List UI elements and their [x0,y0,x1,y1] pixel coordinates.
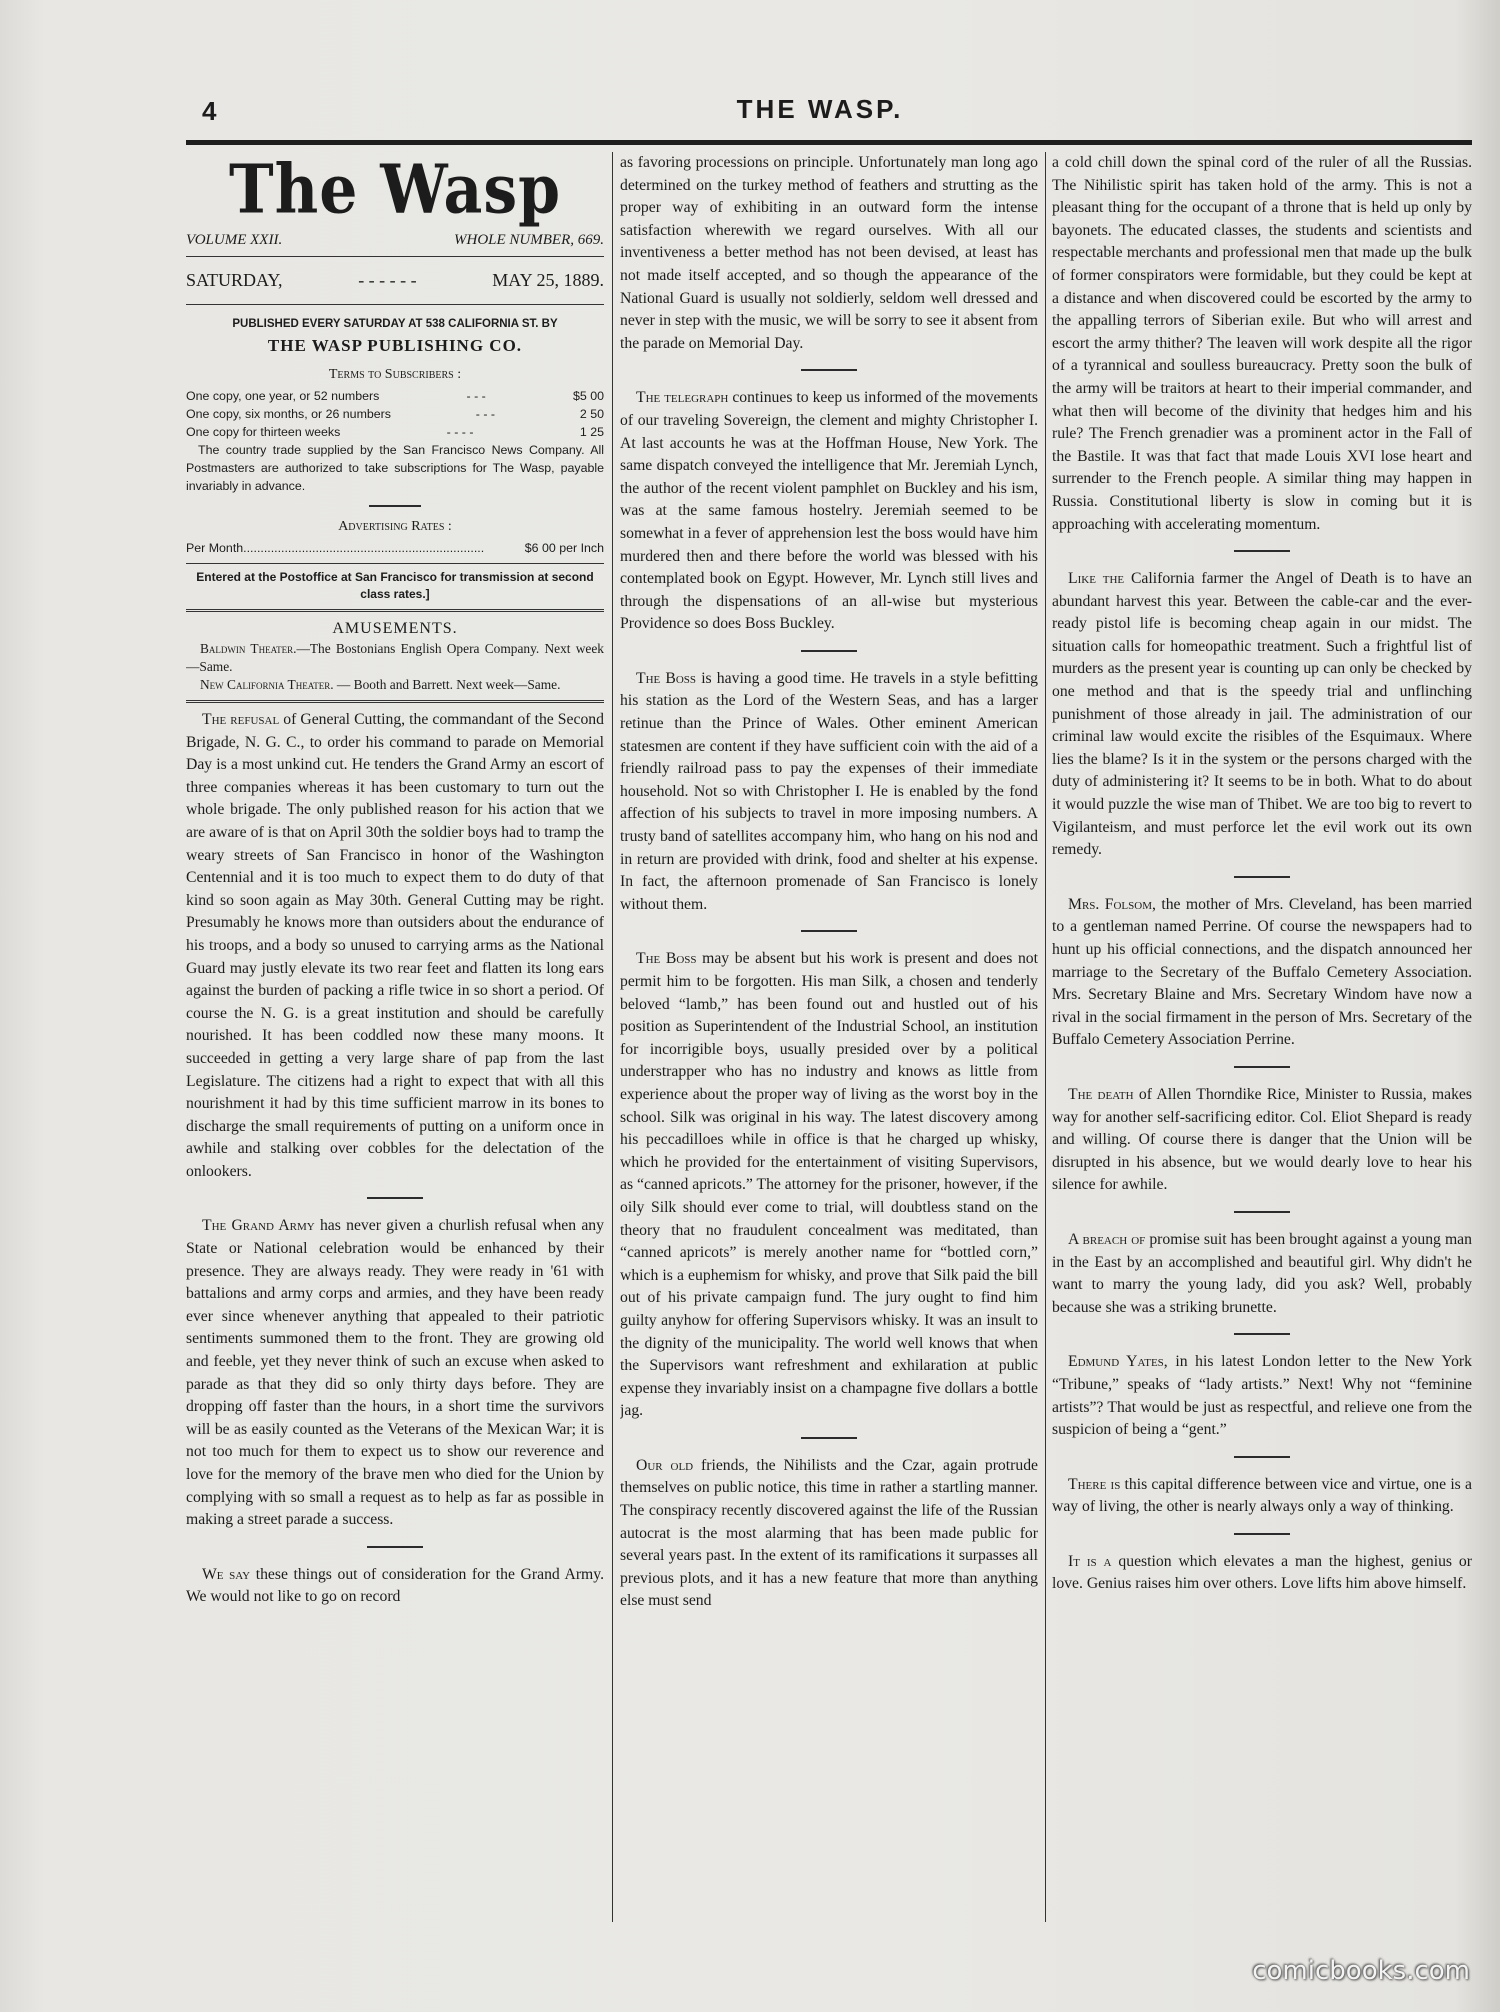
section-divider [1234,876,1290,878]
article-paragraph [186,1564,604,1609]
subscription-row [186,405,604,423]
subscription-dots: - - - - [446,425,474,439]
subscription-price: 1 25 [579,425,604,439]
amusement-venue: New California Theater. [200,677,334,692]
article-paragraph [186,1215,604,1531]
paragraph-lead: Like the [1068,570,1125,588]
paragraph-text: friends, the Nihilists and the Czar, again protrude themselves on public notice, this time in rather a startling manner. The conspiracy recently discovered against the life of the Russian autocrat is the most alarming that has been made public for several years past. In the extent of its ramifications it surpasses all previous plots, and it has a new feature that more than anything else must send [620,1456,1038,1610]
section-divider [1234,1211,1290,1213]
paragraph-text: may be absent but his work is present and does not permit him to be forgotten. His man Silk, a chosen and tenderly beloved “lamb,” has been found out and hustled out of his position as Superintendent of the Industrial School, an institution for incorrigible boys, usually presided over by a political understrapper who has no industry and knows as little from experience about the proper way of living as the worst boy in the school. Silk was original in his way. The latest discovery among his peccadilloes while in office is that he charged up whisky, which he provided for the entertainment of visiting Supervisors, as “canned apricots.” The attorney for the prisoner, however, if the oily Silk should ever come to trial, will doubtless stand on the theory that no fraudulent concealment was meditated, than “canned apricots” is merely another name for “bottled corn,” which is a euphemism for whisky, and prove that Silk paid the bill out of his private campaign fund. The jury ought to find him guilty anyhow for offering Supervisors whisky. It was an insult to the dignity of the municipality. The world well knows that when the Supervisors want refreshment and exhilaration at public expense they invariably insist on a champagne five dollars a bottle jag. [620,950,1038,1420]
paragraph-lead: The refusal [202,711,280,728]
paragraph-lead: Edmund Yates, [1068,1353,1168,1371]
amusement-item [186,640,604,676]
subscription-dots: - - - [475,407,496,421]
paragraph-text: has never given a churlish refusal when any State or National celebration would be enhanced by their presence. They are always ready. They were ready in '61 with battalions and army corps and armies, and they have been ready ever since whenever anything that appealed to their patriotic sentiments summoned them to the front. They are growing old and feeble, yet they never think of such an excuse when asked to parade as that they did so only thirty days before. They are dropping off faster than the hours, in a short time the survivors will be as easily counted as the Veterans of the Mexican War; it is not too much for them to expect us to show our reverence and love for the memory of the brave men who died for the Union by complying with so small a request as to help as far as possible in making a street parade a success. [186,1217,604,1529]
whole-number: WHOLE NUMBER, 669. [454,232,604,248]
section-divider [367,1546,423,1548]
section-divider [801,1437,857,1439]
paragraph-lead: A breach of [1068,1230,1146,1248]
article-paragraph [186,709,604,1183]
subscription-price: 2 50 [579,407,604,421]
article-paragraph [620,668,1038,917]
issue-day: SATURDAY, [186,270,283,290]
paragraph-lead: The Boss [636,950,697,968]
paragraph-lead: It is a [1068,1552,1112,1570]
section-divider [801,650,857,652]
column-2 [620,152,1038,1927]
advertising-price: $6 00 per Inch [524,541,604,555]
page-number: 4 [202,96,217,126]
divider-rule [186,256,604,257]
paragraph-lead: Mrs. Folsom, [1068,895,1156,913]
section-divider [1234,1533,1290,1535]
paragraph-text: continues to keep us informed of the movements of our traveling Sovereign, the clement and mighty Christopher I. At last accounts he was at the Hoffman House, New York. The same dispatch conveyed the intelligence that Mr. Jeremiah Lynch, the author of the recent violent pamphlet on Buckley and his ism, was at the same famous hostelry. Jeremiah seemed to be somewhat in a fever of apprehension lest the boss would have him murdered then and there before the world was blessed with his contemplated book on Egypt. However, Mr. Lynch still lives and through the dispensations of an all-wise but mysterious Providence so does Boss Buckley. [620,389,1038,633]
subscription-row [186,423,604,441]
subscription-label: One copy, six months, or 26 numbers [186,407,391,421]
article-paragraph [1052,1474,1472,1519]
article-paragraph [1052,152,1472,536]
paragraph-lead: Our old [636,1456,694,1474]
paragraph-lead: There is [1068,1475,1121,1493]
section-divider [367,1197,423,1199]
paragraph-text: of Allen Thorndike Rice, Minister to Russia, makes way for another self-sacrificing editor. Col. Eliot Shepard is ready and willing. Of course there is danger that the Union will be disrupted in his absence, but we would dearly love to hear his silence for awhile. [1052,1085,1472,1194]
volume-line [186,230,604,250]
amusement-venue: Baldwin Theater. [200,641,297,656]
paragraph-text: California farmer the Angel of Death is to have an abundant harvest this year. Between the cable-car and the ever-ready pistol life is becoming cheap again in our midst. The situation calls for homeopathic treatment. Such a frightful list of murders as the present year is counting up can only be checked by one method and that is the speedy trial and unflinching punishment of those already in jail. The administration of our criminal law would excite the risibles of the Esquimaux. Where lies the blame? Is it in the system or the persons charged with the duty of administering it? It seems to be in both. What to do about it would puzzle the wise man of Thibet. We are too big to revert to Vigilanteism, and must perforce let the evil work out its own remedy. [1052,570,1472,859]
running-head [0,92,1500,132]
paragraph-text: question which elevates a man the highest, genius or love. Genius raises him over others. Love lifts him above himself. [1052,1552,1472,1593]
double-rule [186,700,604,703]
paragraph-text: of General Cutting, the commandant of the Second Brigade, N. G. C., to order his command to parade on Memorial Day is a most unkind cut. He tenders the Grand Army an escort of three companies whereas it has been customary to turn out the whole brigade. The only published reason for his action that we are aware of is that on April 30th the soldier boys had to tramp the weary streets of San Francisco in honor of the Washington Centennial and it is too much to expect them to do duty of that kind so soon again as May 30th. General Cutting may be right. Presumably he knows more than outsiders about the endurance of his troops, and a body so unused to carrying arms as the National Guard may justly elevate its two rear feet and flatten its long ears against the burden of packing a rifle twice in so short a period. Of course the N. G. is a great institution and should be carefully nourished. It has been coddled now these many moons. It succeeded in getting a very large share of pap from the last Legislature. The citizens had a right to expect that with all this nourishment it had by this time sufficient marrow in its bones to discharge the small requirements of putting on a uniform once in awhile and stalking over cobbles for the delectation of the onlookers. [186,711,604,1180]
advertising-dots: ...................................................................... [243,541,485,555]
article-paragraph [1052,1084,1472,1197]
column-1 [186,152,604,1927]
section-divider [1234,550,1290,552]
entered-note: Entered at the Postoffice at San Francisco for transmission at second class rates.] [196,570,594,601]
divider-rule [186,563,604,564]
publisher: THE WASP PUBLISHING CO. [267,336,523,355]
published-line: PUBLISHED EVERY SATURDAY AT 538 CALIFORNIA ST. BY [232,318,558,330]
section-divider [801,369,857,371]
paragraph-text: as favoring processions on principle. Unfortunately man long ago determined on the turkey method of feathers and strutting as the proper way of exhibiting in an outward form the intense satisfaction wherewith we regard ourselves. With all our inventiveness a better method has not been devised, at least has not made itself accepted, and so though the appearance of the National Guard is usually not soldierly, seldom well dressed and never in step with the music, we will be sorry to see it absent from the parade on Memorial Day. [620,154,1038,352]
subscription-label: One copy, one year, or 52 numbers [186,389,380,403]
date-line [186,262,604,298]
paragraph-text: these things out of consideration for the Grand Army. We would not like to go on record [186,1565,604,1606]
paragraph-text: this capital difference between vice and virtue, one is a way of living, the other is nearly always only a way of thinking. [1052,1475,1472,1516]
masthead-title: The Wasp [228,152,562,230]
article-paragraph [620,387,1038,636]
advertising-label: Per Month [186,541,244,555]
advertising-rate [186,539,604,557]
paragraph-lead: We say [202,1565,251,1583]
watermark: comicbooks.com [1252,1956,1470,1986]
date-dashes: - - - - - - [358,270,417,290]
paragraph-lead: The telegraph [636,389,729,407]
paragraph-text: a cold chill down the spinal cord of the ruler of all the Russias. The Nihilistic spirit has taken hold of the army. This is not a pleasant thing for the occupant of a throne that is held up only by bayonets. The educated classes, the students and scientists and respectable merchants and professional men that made up the bulk of former conspirators were formidable, but they could be kept at a distance and when discovered could be escorted by the army to the appalling terrors of Siberian exile. But who will arrest and escort the army thither? The leaven will work despite all the rigor of a tyrannical and soulless bureaucracy. Pretty soon the bulk of the army will be traitors at heart to their imperial commander, and what then will become of the divinity that hedges him and his rule? The French grenadier was a prominent actor in the Fall of the Bastile. It was that fact that made Louis XVI lose heart and surrender to the French people. A similar thing may happen in Russia. Constitutional liberty is slow in coming but it is approaching with accelerating momentum. [1052,154,1472,533]
article-paragraph [620,152,1038,355]
section-divider [1234,1333,1290,1335]
subscription-label: One copy for thirteen weeks [186,425,341,439]
amusement-text: —The Bostonians English Opera Company. Next week—Same. [186,641,604,674]
article-paragraph [620,948,1038,1422]
trade-note: The country trade supplied by the San Francisco News Company. All Postmasters are authorized to take subscriptions for The Wasp, payable invariably in advance. [186,443,604,493]
section-divider [1234,1456,1290,1458]
terms-heading: Terms to Subscribers : [328,367,462,382]
article-paragraph [1052,1551,1472,1596]
paragraph-text: in his latest London letter to the New York “Tribune,” speaks of “lady artists.” Next! Why not “feminine artists”? That would be just as respectful, and relieve one from the suspicion of being a “gent.” [1052,1353,1472,1439]
paragraph-lead: The Boss [636,669,697,687]
subscription-dots: - - - [466,389,486,403]
amusement-text: — Booth and Barrett. Next week—Same. [333,677,561,692]
article-paragraph [1052,894,1472,1052]
advertising-heading: Advertising Rates : [338,519,452,534]
amusement-item [186,676,604,694]
subscription-price: $5 00 [572,389,604,403]
double-rule [186,609,604,612]
divider-rule [186,304,604,305]
volume: VOLUME XXII. [186,232,283,248]
paragraph-text: is having a good time. He travels in a style befitting his station as the Lord of the Western Seas, and has a larger retinue than the Prince of Wales. Other eminent American statesmen are content if they have sufficient coin with the aid of a friendly railroad pass to pay the expenses of their immediate household. Not so with Christopher I. He is enabled by the fond affection of his subjects to travel in more imposing numbers. A trusty band of satellites accompany him, who hang on his nod and in return are provided with drink, food and shelter at his expense. In fact, the afternoon promenade of San Francisco is lonely without them. [620,669,1038,913]
section-divider [1234,1066,1290,1068]
article-paragraph [1052,568,1472,862]
issue-date: MAY 25, 1889. [492,270,604,290]
paragraph-text: promise suit has been brought against a young man in the East by an accomplished and beautiful girl. Why didn't he want to marry the young lady, did you ask? Well, probably because she was a striking brunette. [1052,1230,1472,1316]
header-rule [186,140,1472,145]
article-paragraph [1052,1229,1472,1319]
subscription-row [186,387,604,405]
article-paragraph [620,1455,1038,1613]
masthead [186,152,604,703]
column-3 [1052,152,1472,1927]
running-title: THE WASP. [736,94,904,124]
paragraph-text: the mother of Mrs. Cleveland, has been married to a gentleman named Perrine. Of course the newspapers had to hunt up his official connections, and the dispatch announced her marriage to the Secretary of the Buffalo Cemetery Association. Mrs. Secretary Blaine and Mrs. Secretary Windom have now a rival in the social firmament in the person of Mrs. Secretary of the Buffalo Cemetery Association Perrine. [1052,895,1472,1049]
paragraph-lead: The Grand Army [202,1217,315,1235]
paragraph-lead: The death [1068,1085,1134,1103]
short-rule [369,505,421,507]
section-divider [801,930,857,932]
subscription-rates [186,387,604,441]
article-paragraph [1052,1351,1472,1441]
amusements-heading: AMUSEMENTS. [332,620,458,637]
column-rule [612,152,613,1922]
column-rule [1045,152,1046,1922]
